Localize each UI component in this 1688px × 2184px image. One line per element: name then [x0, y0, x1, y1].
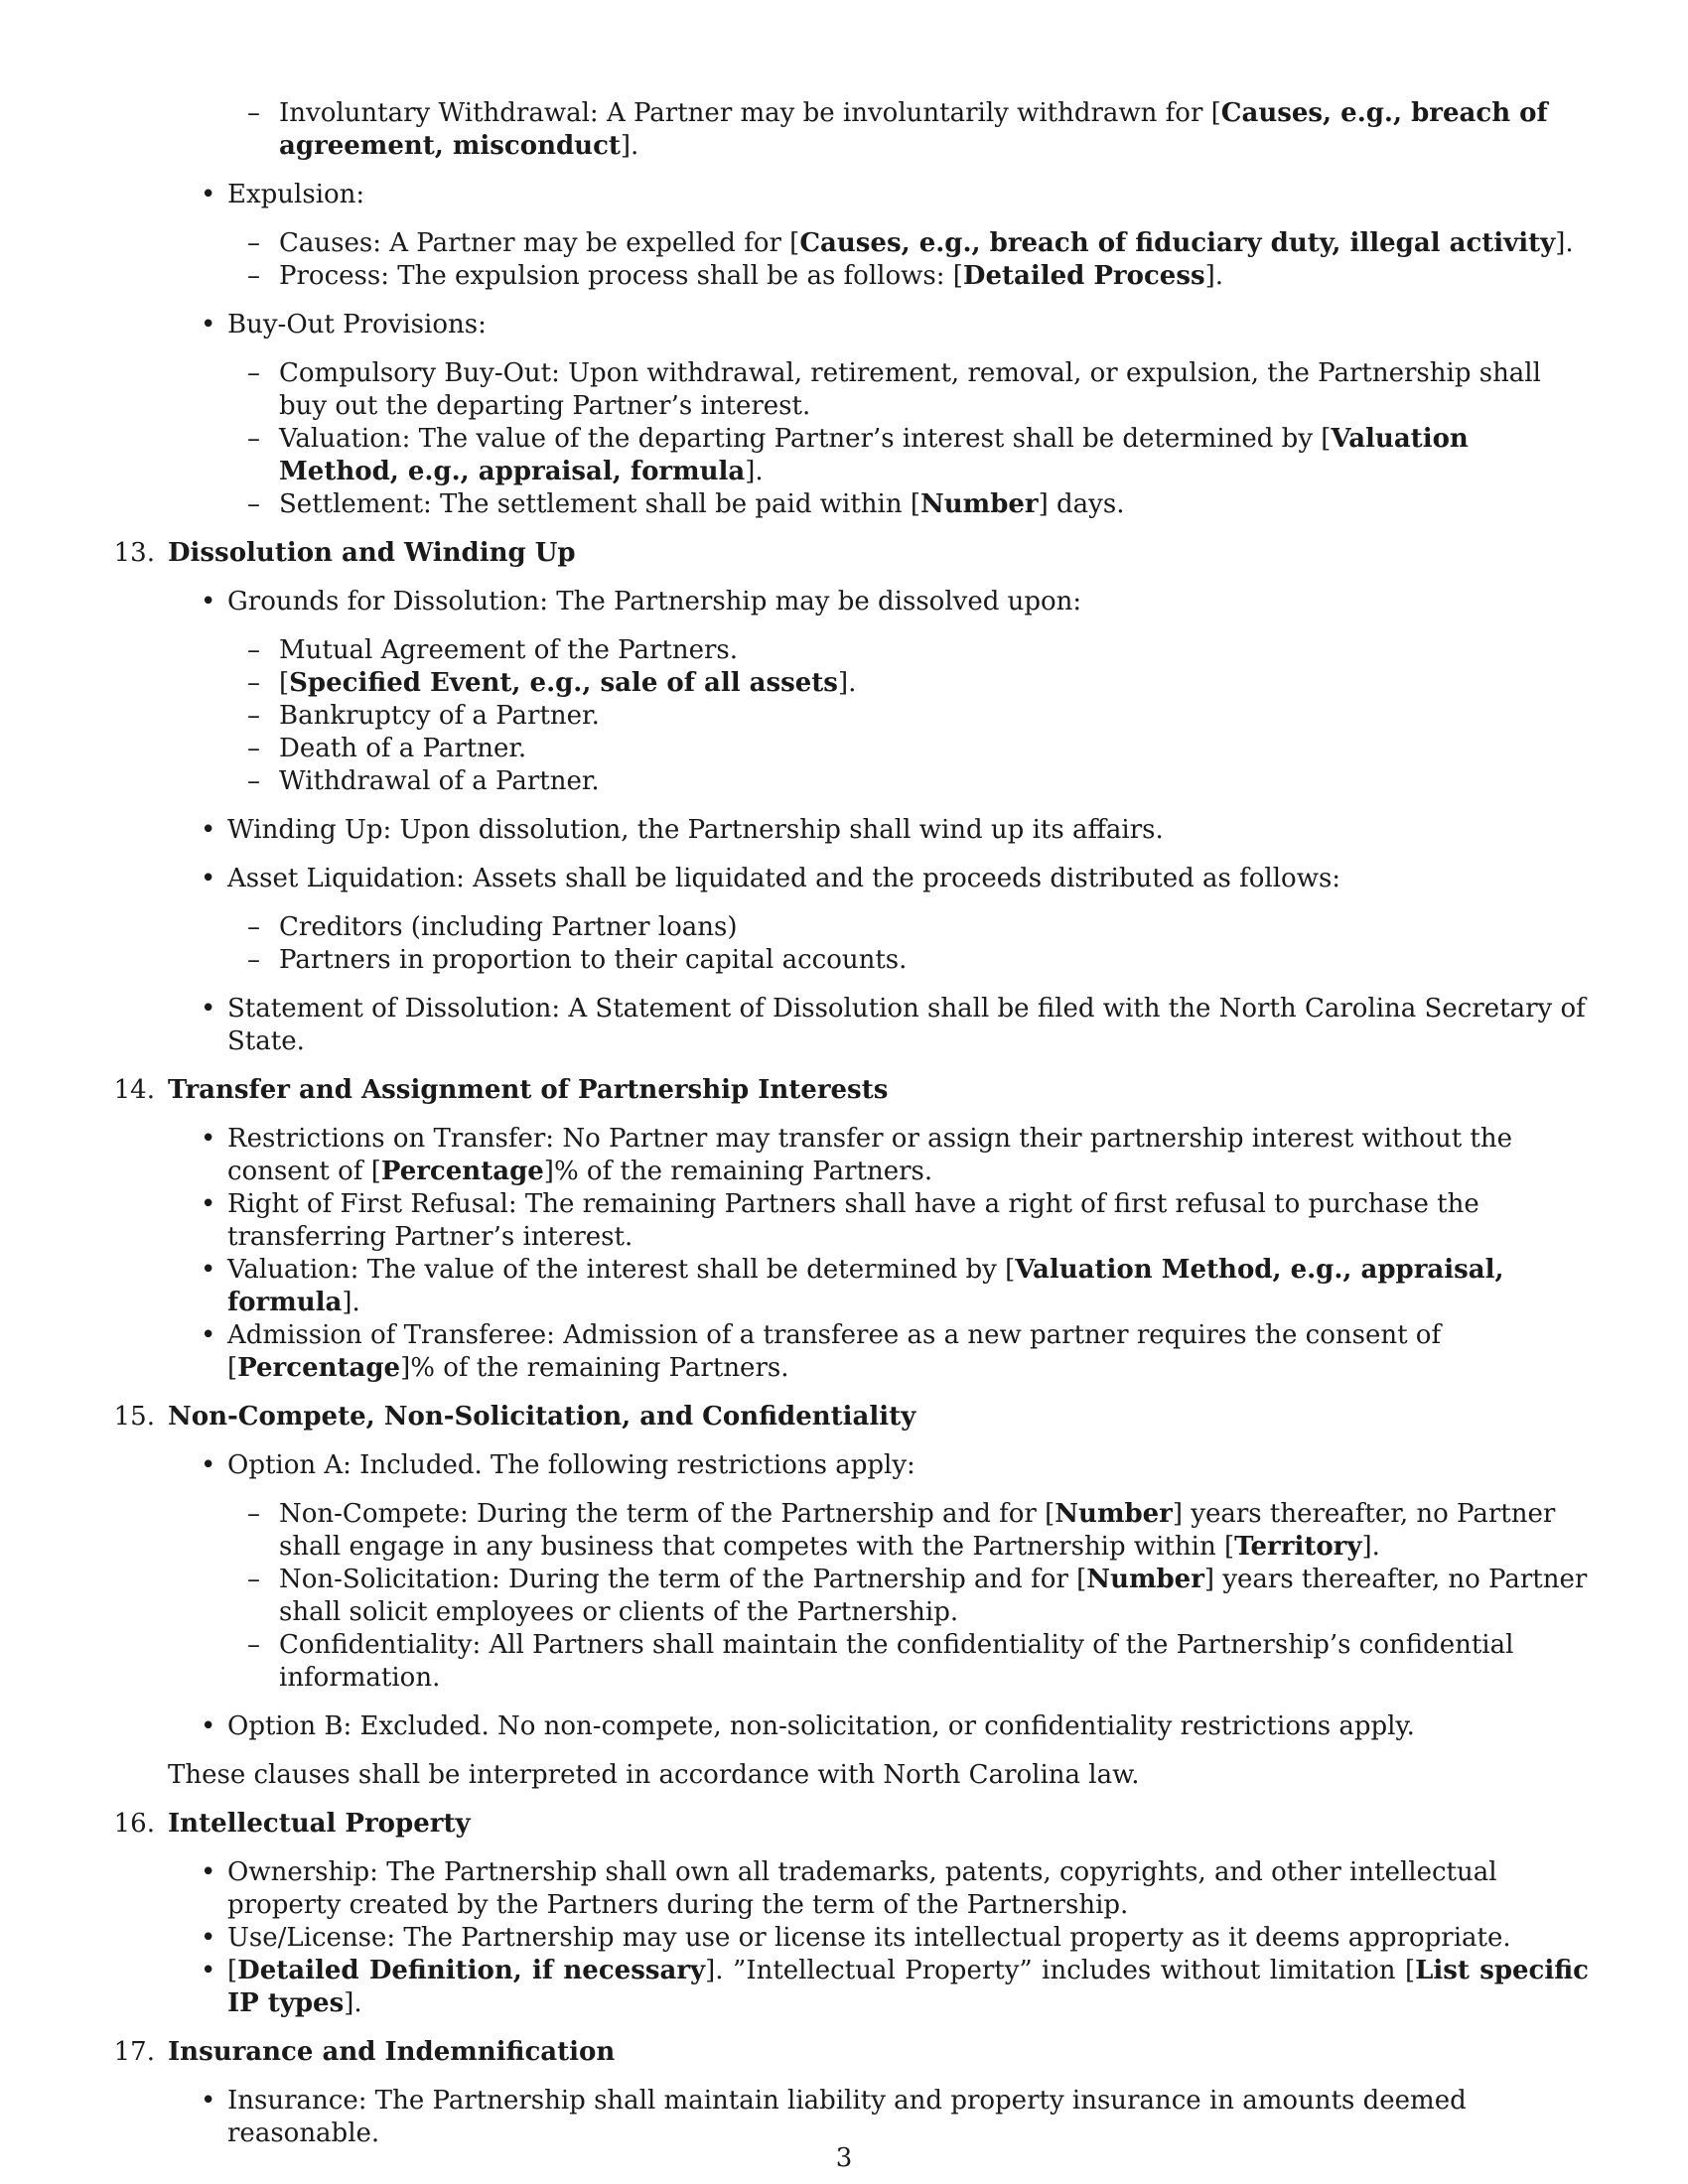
section-16: 16. Intellectual Property • Ownership: The Partnership shall own all trademarks, patents, copyrights, and other intellectual property created by the Partners during the term of the Partnership. • Use/License: The Partnership may use or license its intellectual property as it deems appropriate. • [Detailed Definition, if necessary]. ”Intellectual Property” includes without limitation [List specific IP types].	[111, 1808, 1589, 2020]
list-item: – Bankruptcy of a Partner.	[227, 700, 1589, 733]
section-14: 14. Transfer and Assignment of Partnership Interests • Restrictions on Transfer: No Partner may transfer or assign their partnership interest without the consent of [Percentage]% of the remaining Partners. • Right of First Refusal: The remaining Partners shall have a right of first refusal to purchase the transferring Partner’s interest. • Valuation: The value of the interest shall be determined by [Valuation Method, e.g., appraisal, formula]. • Admission of Transferee: Admission of a transferee as a new partner requires the consent of [Percentage]% of the remaining Partners.	[111, 1074, 1589, 1385]
option-a-item: • Option A: Included. The following restrictions apply: – Non-Compete: During the term of the Partnership and for [Number] years thereafter, no Partner shall engage in any business that competes with the Partnership within [Territory]. – Non-Solicitation: During the term of the Partnership and for [Number] years thereafter, no Partner shall solicit employees or clients of the Partnership. – Confidentiality: All Partners shall maintain the confidentiality of the Partnership’s confidential information.	[168, 1449, 1589, 1695]
buyout-item: • Buy-Out Provisions: – Compulsory Buy-Out: Upon withdrawal, retirement, removal, or expulsion, the Partnership shall buy out the departing Partner’s interest. – Valuation: The value of the departing Partner’s interest shall be determined by [Valuation Method, e.g., appraisal, formula]. – Settlement: The settlement shall be paid within [Number] days.	[111, 309, 1589, 521]
list-item: – Partners in proportion to their capital accounts.	[227, 944, 1589, 977]
transfer-valuation-item: • Valuation: The value of the interest shall be determined by [Valuation Method, e.g., appraisal, formula].	[168, 1254, 1589, 1319]
compulsory-buyout-item: – Compulsory Buy-Out: Upon withdrawal, retirement, removal, or expulsion, the Partnership shall buy out the departing Partner’s interest.	[227, 357, 1589, 423]
option-b-item: • Option B: Excluded. No non-compete, non-solicitation, or confidentiality restrictions apply.	[168, 1710, 1589, 1743]
admission-of-transferee-item: • Admission of Transferee: Admission of a transferee as a new partner requires the consent of [Percentage]% of the remaining Partners.	[168, 1319, 1589, 1385]
section-15-paragraph: These clauses shall be interpreted in accordance with North Carolina law.	[168, 1760, 1140, 1790]
section-13-title: Dissolution and Winding Up	[168, 538, 576, 568]
ip-use-license-item: • Use/License: The Partnership may use or license its intellectual property as it deems appropriate.	[168, 1922, 1589, 1955]
grounds-for-dissolution-item: • Grounds for Dissolution: The Partnership may be dissolved upon: – Mutual Agreement of the Partners. – [Specified Event, e.g., sale of all assets]. – Bankruptcy of a Partner. – Death of a Partner. – Withdrawal of a Partner.	[168, 586, 1589, 798]
insurance-item: • Insurance: The Partnership shall maintain liability and property insurance in amounts deemed reasonable.	[168, 2085, 1589, 2150]
list-item: – Creditors (including Partner loans)	[227, 911, 1589, 944]
expulsion-causes-item: – Causes: A Partner may be expelled for [Causes, e.g., breach of fiduciary duty, illegal activity].	[227, 227, 1589, 260]
list-item: – Mutual Agreement of the Partners.	[227, 634, 1589, 667]
list-item: – Withdrawal of a Partner.	[227, 765, 1589, 798]
right-of-first-refusal-item: • Right of First Refusal: The remaining Partners shall have a right of first refusal to purchase the transferring Partner’s interest.	[168, 1188, 1589, 1254]
section-15-title: Non-Compete, Non-Solicitation, and Confidentiality	[168, 1402, 916, 1432]
non-compete-item: – Non-Compete: During the term of the Partnership and for [Number] years thereafter, no Partner shall engage in any business that competes with the Partnership within [Territory].	[227, 1498, 1589, 1564]
section-17-title: Insurance and Indemnification	[168, 2037, 616, 2067]
expulsion-item: • Expulsion: – Causes: A Partner may be expelled for [Causes, e.g., breach of fiduciary duty, illegal activity]. – Process: The expulsion process shall be as follows: [Detailed Process].	[111, 179, 1589, 293]
list-item: – [Specified Event, e.g., sale of all assets].	[227, 667, 1589, 700]
non-solicitation-item: – Non-Solicitation: During the term of the Partnership and for [Number] years thereafter, no Partner shall solicit employees or clients of the Partnership.	[227, 1564, 1589, 1629]
involuntary-withdrawal-item: – Involuntary Withdrawal: A Partner may be involuntarily withdrawn for [Causes, e.g., breach of agreement, misconduct].	[168, 97, 1589, 163]
restrictions-on-transfer-item: • Restrictions on Transfer: No Partner may transfer or assign their partnership interest without the consent of [Percentage]% of the remaining Partners.	[168, 1123, 1589, 1188]
statement-of-dissolution-item: • Statement of Dissolution: A Statement of Dissolution shall be filed with the North Carolina Secretary of State.	[168, 993, 1589, 1058]
asset-liquidation-item: • Asset Liquidation: Assets shall be liquidated and the proceeds distributed as follows: – Creditors (including Partner loans) – Partners in proportion to their capital accounts.	[168, 863, 1589, 977]
confidentiality-item: – Confidentiality: All Partners shall maintain the confidentiality of the Partnership’s confidential information.	[227, 1629, 1589, 1695]
winding-up-item: • Winding Up: Upon dissolution, the Partnership shall wind up its affairs.	[168, 814, 1589, 847]
section-16-title: Intellectual Property	[168, 1809, 471, 1839]
buyout-valuation-item: – Valuation: The value of the departing Partner’s interest shall be determined by [Valuation Method, e.g., appraisal, formula].	[227, 423, 1589, 488]
section-12-continued	[111, 97, 1589, 521]
buyout-settlement-item: – Settlement: The settlement shall be paid within [Number] days.	[227, 488, 1589, 521]
ip-definition-item: • [Detailed Definition, if necessary]. ”Intellectual Property” includes without limitation [List specific IP types].	[168, 1955, 1589, 2020]
ip-ownership-item: • Ownership: The Partnership shall own all trademarks, patents, copyrights, and other intellectual property created by the Partners during the term of the Partnership.	[168, 1856, 1589, 1922]
section-15: 15. Non-Compete, Non-Solicitation, and Confidentiality • Option A: Included. The following restrictions apply: – Non-Compete: During the term of the Partnership and for [Number] years thereafter, no Partner shall engage in any business that competes with the Partnership within [Territory]. – Non-Solicitation: During the term of the Partnership and for [Number] years thereafter, no Partner shall solicit employees or clients of the Partnership. – Confidentiality: All Partners shall maintain the confidentiality of the Partnership’s confidential information. • Option B: Excluded. No non-compete, non-solicitation, or confidentiality restrictions apply. These clauses shall be interpreted in accordance with North Carolina law.	[111, 1401, 1589, 1792]
list-item: – Death of a Partner.	[227, 733, 1589, 765]
section-13: 13. Dissolution and Winding Up • Grounds for Dissolution: The Partnership may be dissolved upon: – Mutual Agreement of the Partners. – [Specified Event, e.g., sale of all assets]. – Bankruptcy of a Partner. – Death of a Partner. – Withdrawal of a Partner. • Winding Up: Upon dissolution, the Partnership shall wind up its affairs. • Asset Liquidation: Assets shall be liquidated and the proceeds distributed as follows: – Creditors (including Partner loans) – Partners in proportion to their capital accounts. • Statement of Dissolution: A Statement of Dissolution shall be filed with the North Carolina Secretary of State.	[111, 537, 1589, 1058]
section-14-title: Transfer and Assignment of Partnership Interests	[168, 1075, 889, 1105]
expulsion-process-item: – Process: The expulsion process shall be as follows: [Detailed Process].	[227, 260, 1589, 293]
page-number: 3	[835, 2143, 853, 2173]
section-17: 17. Insurance and Indemnification • Insurance: The Partnership shall maintain liability and property insurance in amounts deemed reasonable.	[111, 2036, 1589, 2150]
document-body	[111, 97, 1589, 2150]
